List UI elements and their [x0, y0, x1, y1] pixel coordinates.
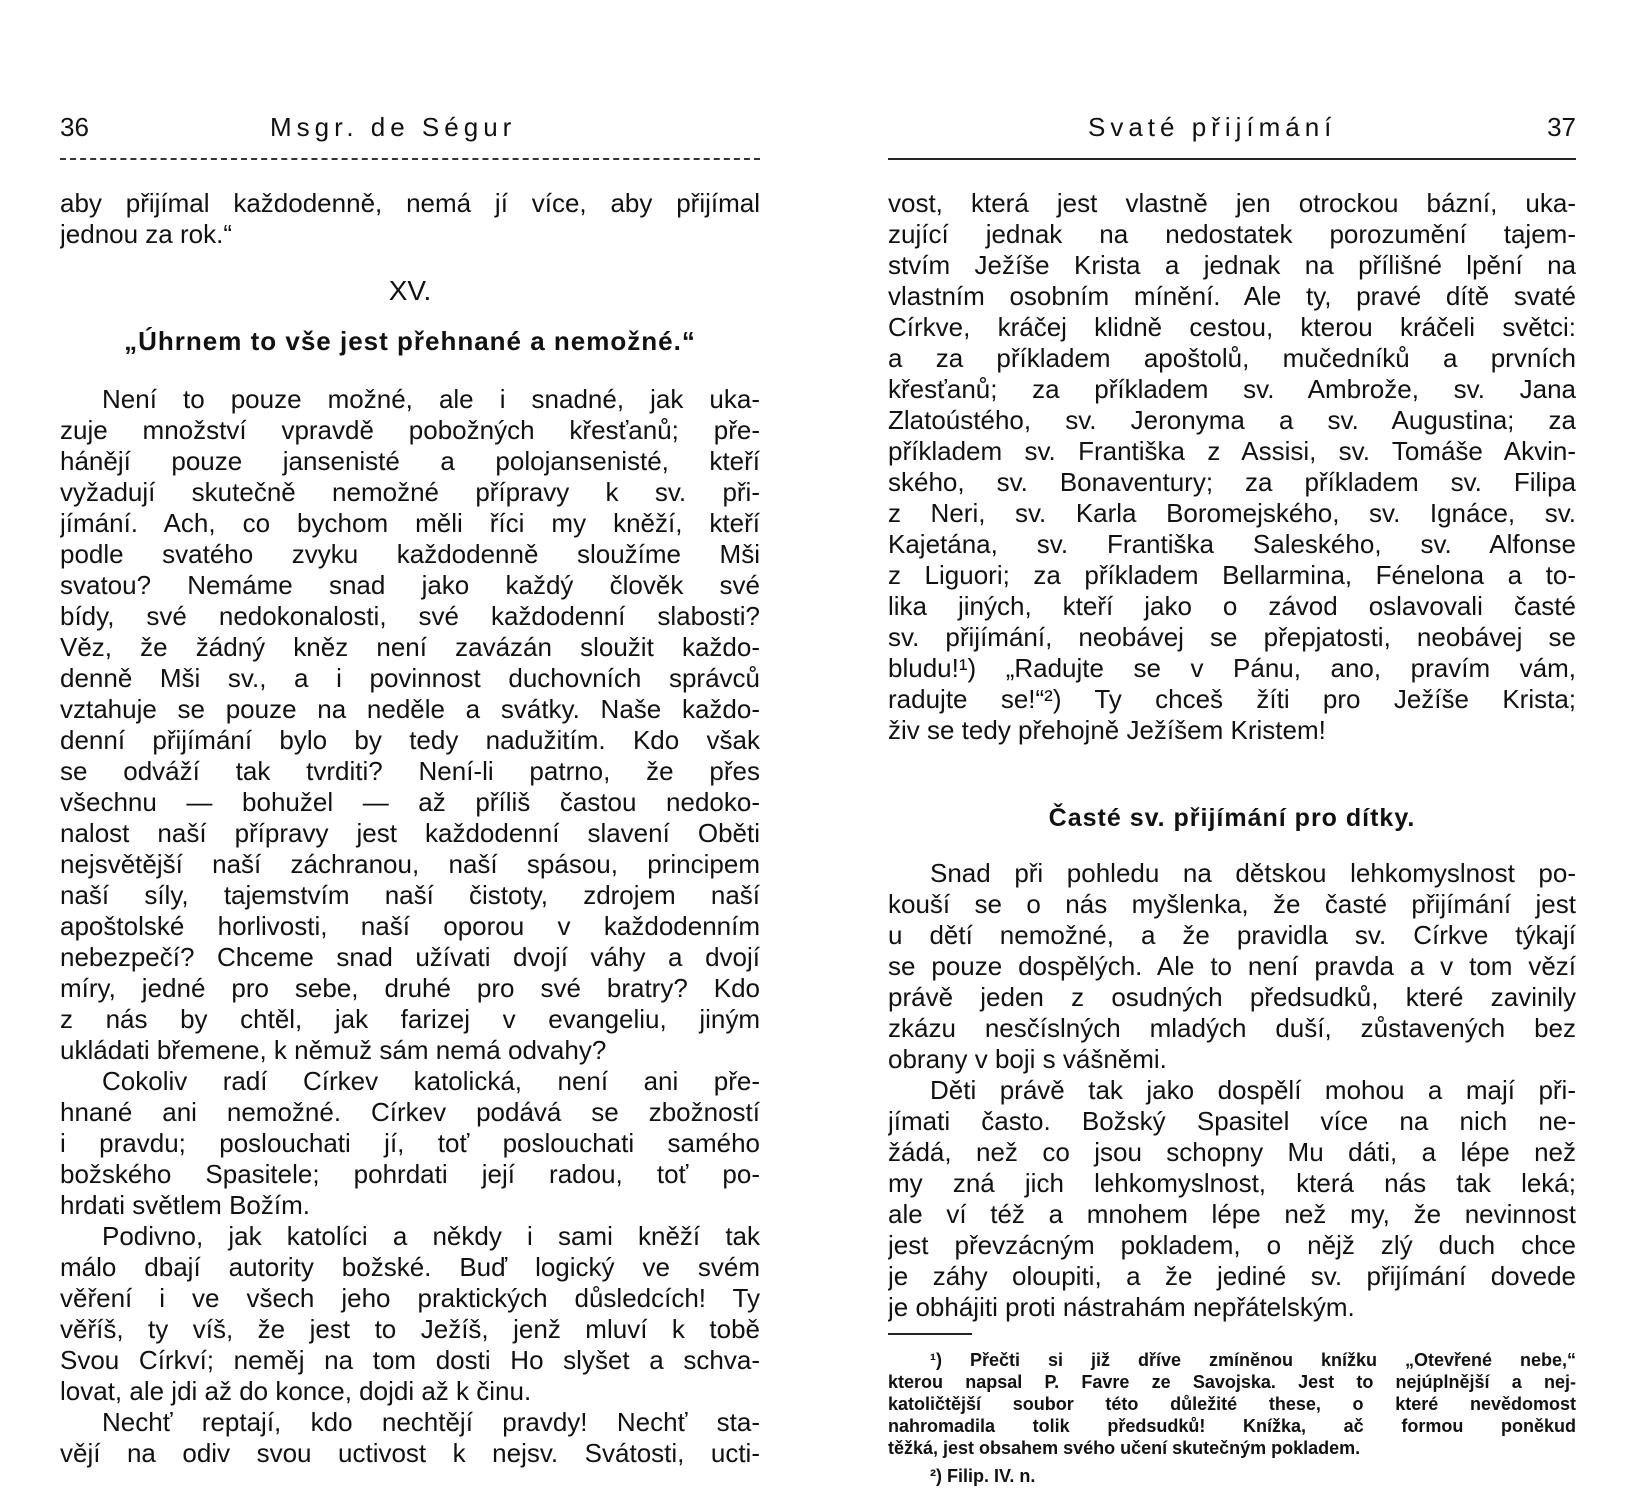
- text-line: sv. přijímání, neobávej se přepjatosti, neobávej se: [888, 622, 1576, 652]
- text-line: Není to pouze možné, ale i snadné, jak uka-: [102, 384, 760, 414]
- paragraph: [888, 188, 1576, 746]
- left-running-title: Msgr. de Ségur: [270, 112, 517, 142]
- text-line: my zná jich lehkomyslnost, která nás tak leká;: [888, 1168, 1576, 1198]
- right-running-title: Svaté přijímání: [1088, 112, 1337, 142]
- text-line: denně Mši sv., a i povinnost duchovních správců: [60, 663, 760, 693]
- text-line: vost, která jest vlastně jen otrockou bázní, uka-: [888, 188, 1576, 218]
- left-page: [60, 0, 760, 1500]
- text-line: božského Spasitele; pohrdati její radou, toť po-: [60, 1159, 760, 1189]
- text-line: kouší se o nás myšlenka, že časté přijímání jest: [888, 889, 1576, 919]
- text-line: zkázu nesčíslných mladých duší, zůstavených bez: [888, 1013, 1576, 1043]
- text-line: vlastním osobním mínění. Ale ty, pravé dítě svaté: [888, 281, 1576, 311]
- text-line: jímati často. Božský Spasitel více na nich ne-: [888, 1106, 1576, 1136]
- text-line: u dětí nemožné, a že pravidla sv. Církve týkají: [888, 920, 1576, 950]
- paragraph: [888, 1075, 1576, 1323]
- text-line: nebezpečí? Chceme snad užívati dvojí váhy a dvojí: [60, 942, 760, 972]
- right-running-head: [888, 108, 1576, 148]
- text-line: apoštolské horlivosti, naší oporou v každodenním: [60, 911, 760, 941]
- footnote-line: ¹) Přečti si již dříve zmíněnou knížku „Otevřené nebe,“: [930, 1350, 1576, 1370]
- text-line: věření i ve všech jeho praktických důsledcích! Ty: [60, 1283, 760, 1313]
- footnote-rule: [888, 1333, 972, 1335]
- text-line: hánějí pouze jansenisté a polojansenisté, kteří: [60, 446, 760, 476]
- text-line: vztahuje se pouze na neděle a svátky. Naše každo-: [60, 694, 760, 724]
- left-header-rule: [60, 158, 760, 160]
- text-line: věříš, ty víš, že jest to Ježíš, jenž mluví k tobě: [60, 1314, 760, 1344]
- text-line: stvím Ježíše Krista a jednak na přílišné lpění na: [888, 250, 1576, 280]
- text-line: Svou Církví; neměj na tom dosti Ho slyšet a schva-: [60, 1345, 760, 1375]
- text-line: křesťanů; za příkladem sv. Ambrože, sv. Jana: [888, 374, 1576, 404]
- text-line: Církve, kráčej klidně cestou, kterou kráčeli světci:: [888, 312, 1576, 342]
- footnote-line: katoličtější soubor této důležité these, o které nevědomost: [888, 1394, 1576, 1414]
- right-page-body: [888, 188, 1576, 1487]
- text-line: svatou? Nemáme snad jako každý člověk své: [60, 570, 760, 600]
- text-line: zuje množství vpravdě pobožných křesťanů; pře-: [60, 415, 760, 445]
- text-line: málo dbají autority božské. Buď logický ve svém: [60, 1252, 760, 1282]
- text-line: se pouze dospělých. Ale to není pravda a v tom vězí: [888, 951, 1576, 981]
- right-page: [888, 0, 1576, 1500]
- footnote-line: kterou napsal P. Favre ze Savojska. Jest to nejúplnější a nej-: [888, 1372, 1576, 1392]
- text-line: Snad při pohledu na dětskou lehkomyslnost po-: [930, 858, 1576, 888]
- text-line: míry, jedné pro sebe, druhé pro své bratry? Kdo: [60, 973, 760, 1003]
- text-line: ukládati břemene, k němuž sám nemá odvahy?: [60, 1035, 607, 1065]
- paragraph: [60, 1066, 760, 1221]
- left-running-head: [60, 108, 760, 148]
- text-line: hrdati světlem Božím.: [60, 1190, 310, 1220]
- text-line: je záhy oloupiti, a že jediné sv. přijímání dovede: [888, 1261, 1576, 1291]
- text-line: ale ví též a mnohem lépe než my, že nevinnost: [888, 1199, 1576, 1229]
- text-line: radujte se!“²) Ty chceš žíti pro Ježíše Krista;: [888, 684, 1576, 714]
- text-line: i pravdu; poslouchati jí, toť poslouchati samého: [60, 1128, 760, 1158]
- text-line: žádá, než co jsou schopny Mu dáti, a lépe než: [888, 1137, 1576, 1167]
- text-line: je obhájiti proti nástrahám nepřátelským.: [888, 1292, 1355, 1322]
- intro-text: [60, 188, 760, 250]
- left-page-body: [60, 188, 760, 1469]
- section-title: Časté sv. přijímání pro dítky.: [1048, 804, 1416, 832]
- text-line: z nás by chtěl, jak farizej v evangeliu, jiným: [60, 1004, 760, 1034]
- text-line: se odváží tak tvrditi? Není-li patrno, že přes: [60, 756, 760, 786]
- text-line: vějí na odiv svou uctivost k nejsv. Svátosti, ucti-: [60, 1438, 760, 1468]
- text-line: jednou za rok.“: [60, 219, 232, 249]
- text-line: právě jeden z osudných předsudků, které zavinily: [888, 982, 1576, 1012]
- text-line: zující jednak na nedostatek porozumění tajem-: [888, 219, 1576, 249]
- text-line: příkladem sv. Františka z Assisi, sv. Tomáše Akvin-: [888, 436, 1576, 466]
- text-line: vyžadují skutečně nemožné přípravy k sv. při-: [60, 477, 760, 507]
- text-line: denní přijímání bylo by tedy nadužitím. Kdo však: [60, 725, 760, 755]
- footnote: [888, 1465, 1576, 1487]
- paragraph: [60, 384, 760, 1066]
- chapter-number: XV.: [388, 275, 432, 306]
- left-page-number: 36: [60, 112, 89, 142]
- paragraph: [60, 1221, 760, 1407]
- text-line: bludu!¹) „Radujte se v Pánu, ano, pravím vám,: [888, 653, 1576, 683]
- right-page-number: 37: [1547, 112, 1576, 142]
- text-line: nalost naší přípravy jest každodenní slavení Oběti: [60, 818, 760, 848]
- text-line: Nechť reptají, kdo nechtějí pravdy! Nechť sta-: [102, 1407, 760, 1437]
- chapter-title: „Úhrnem to vše jest přehnané a nemožné.“: [124, 326, 696, 356]
- text-line: aby přijímal každodenně, nemá jí více, aby přijímal: [60, 188, 760, 218]
- text-line: naší síly, tajemstvím naší čistoty, zdrojem naší: [60, 880, 760, 910]
- right-header-rule: [888, 158, 1576, 160]
- text-line: všechnu — bohužel — až příliš častou nedoko-: [60, 787, 760, 817]
- text-line: živ se tedy přehojně Ježíšem Kristem!: [888, 715, 1326, 745]
- text-line: jímání. Ach, co bychom měli říci my kněží, kteří: [60, 508, 760, 538]
- text-line: Kajetána, sv. Františka Saleského, sv. Alfonse: [888, 529, 1576, 559]
- text-line: nejsvětější naší záchranou, naší spásou, principem: [60, 849, 760, 879]
- text-line: hnané ani nemožné. Církev podává se zbožností: [60, 1097, 760, 1127]
- footnote-line: ²) Filip. IV. n.: [930, 1466, 1036, 1486]
- text-line: z Neri, sv. Karla Boromejského, sv. Ignáce, sv.: [888, 498, 1576, 528]
- text-line: Cokoliv radí Církev katolická, není ani pře-: [102, 1066, 760, 1096]
- text-line: Zlatoústého, sv. Jeronyma a sv. Augustina; za: [888, 405, 1576, 435]
- text-line: bídy, své nedokonalosti, své každodenní slabosti?: [60, 601, 760, 631]
- footnote-line: těžká, jest obsahem svého učení skutečným pokladem.: [888, 1438, 1361, 1458]
- text-line: ského, sv. Bonaventury; za příkladem sv. Filipa: [888, 467, 1576, 497]
- text-line: jest převzácným pokladem, o nějž zlý duch chce: [888, 1230, 1576, 1260]
- text-line: Věz, že žádný kněz není zavázán sloužit každo-: [60, 632, 760, 662]
- text-line: Děti právě tak jako dospělí mohou a mají při-: [930, 1075, 1576, 1105]
- text-line: obrany v boji s vášněmi.: [888, 1044, 1167, 1074]
- text-line: lovat, ale jdi až do konce, dojdi až k činu.: [60, 1376, 532, 1406]
- paragraph: [888, 858, 1576, 1075]
- paragraph: [60, 1407, 760, 1469]
- text-line: podle svatého zvyku každodenně sloužíme Mši: [60, 539, 760, 569]
- text-line: Podivno, jak katolíci a někdy i sami kněží tak: [102, 1221, 760, 1251]
- text-line: lika jiných, kteří jako o závod oslavovali časté: [888, 591, 1576, 621]
- footnote-line: nahromadila tolik předsudků! Knížka, ač formou poněkud: [888, 1416, 1576, 1436]
- text-line: z Liguori; za příkladem Bellarmina, Fénelona a to-: [888, 560, 1576, 590]
- text-line: a za příkladem apoštolů, mučedníků a prvních: [888, 343, 1576, 373]
- footnote: [888, 1349, 1576, 1459]
